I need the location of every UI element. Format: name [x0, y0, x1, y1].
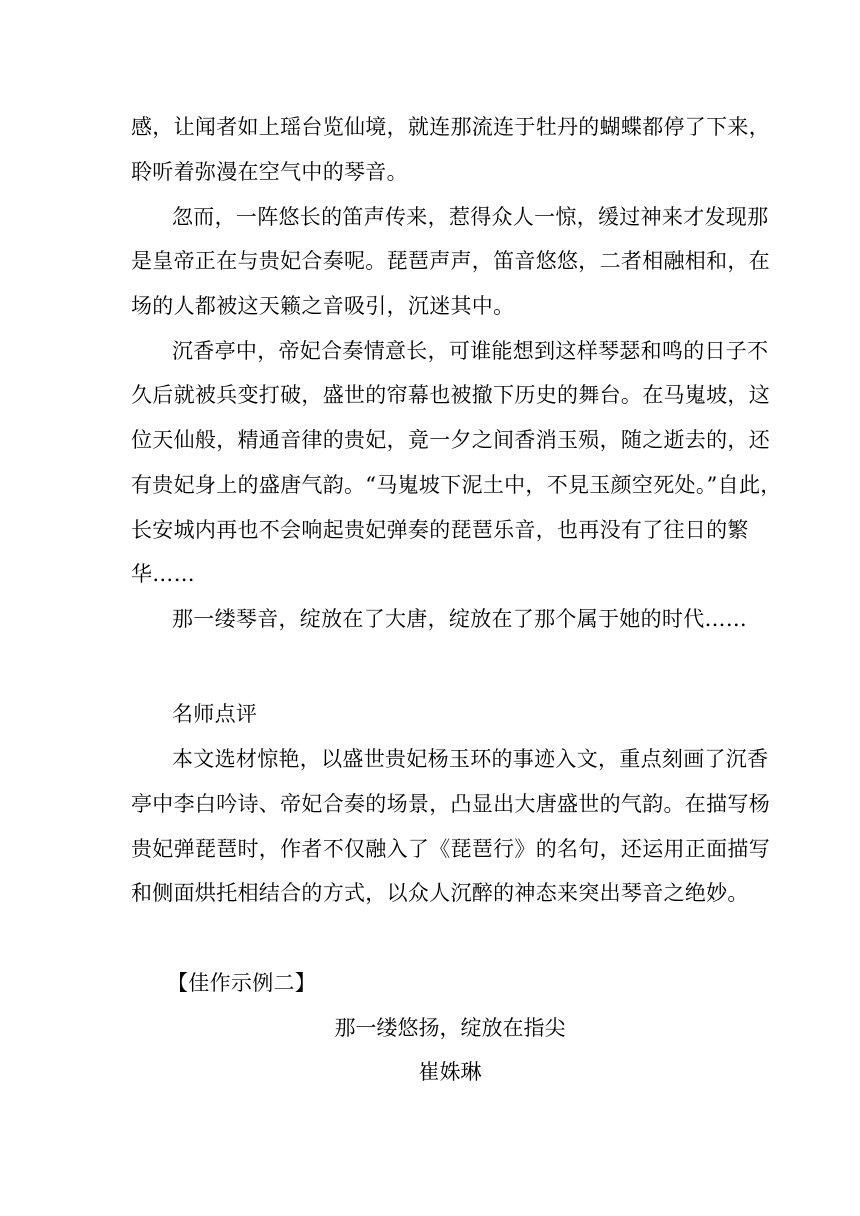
review-line: 和侧面烘托相结合的方式，以众人沉醉的神态来突出琴音之绝妙。 — [131, 881, 749, 905]
essay-line: 久后就被兵变打破，盛世的帘幕也被撤下历史的舞台。在马嵬坡，这 — [131, 383, 770, 407]
essay-line: 长安城内再也不会响起贵妃弹奏的琵琶乐音，也再没有了往日的繁 — [131, 518, 749, 542]
essay-line: 场的人都被这天籁之音吸引，沉迷其中。 — [131, 294, 515, 318]
essay-title: 那一缕悠扬，绽放在指尖 — [334, 1016, 566, 1040]
essay-line: 是皇帝正在与贵妃合奏呢。琵琶声声，笛音悠悠，二者相融相和，在 — [131, 249, 770, 273]
review-line: 亭中李白吟诗、帝妃合奏的场景，凸显出大唐盛世的气韵。在描写杨 — [131, 792, 770, 816]
review-heading: 名师点评 — [172, 702, 258, 726]
essay-line: 感，让闻者如上瑶台览仙境，就连那流连于牡丹的蝴蝶都停了下来， — [131, 115, 770, 139]
essay-line: 有贵妃身上的盛唐气韵。“马嵬坡下泥土中，不見玉颜空死处。”自此， — [131, 473, 782, 497]
essay-line: 忽而，一阵悠长的笛声传来，惹得众人一惊，缓过神来才发现那 — [172, 205, 769, 229]
essay-line: 沉香亭中，帝妃合奏情意长，可谁能想到这样琴瑟和鸣的日子不 — [172, 339, 769, 363]
essay-line: 华…… — [131, 562, 195, 586]
section-label: 【佳作示例二】 — [167, 971, 317, 995]
essay-author: 崔姝琳 — [418, 1060, 482, 1084]
essay-line: 聆听着弥漫在空气中的琴音。 — [131, 160, 408, 184]
essay-line: 位天仙般，精通音律的贵妃，竟一夕之间香消玉殒，随之逝去的，还 — [131, 428, 770, 452]
essay-line: 那一缕琴音，绽放在了大唐，绽放在了那个属于她的时代…… — [172, 607, 748, 631]
review-line: 贵妃弹琵琶时，作者不仅融入了《琵琶行》的名句，还运用正面描写 — [131, 837, 770, 861]
review-line: 本文选材惊艳，以盛世贵妃杨玉环的事迹入文，重点刻画了沉香 — [172, 747, 769, 771]
